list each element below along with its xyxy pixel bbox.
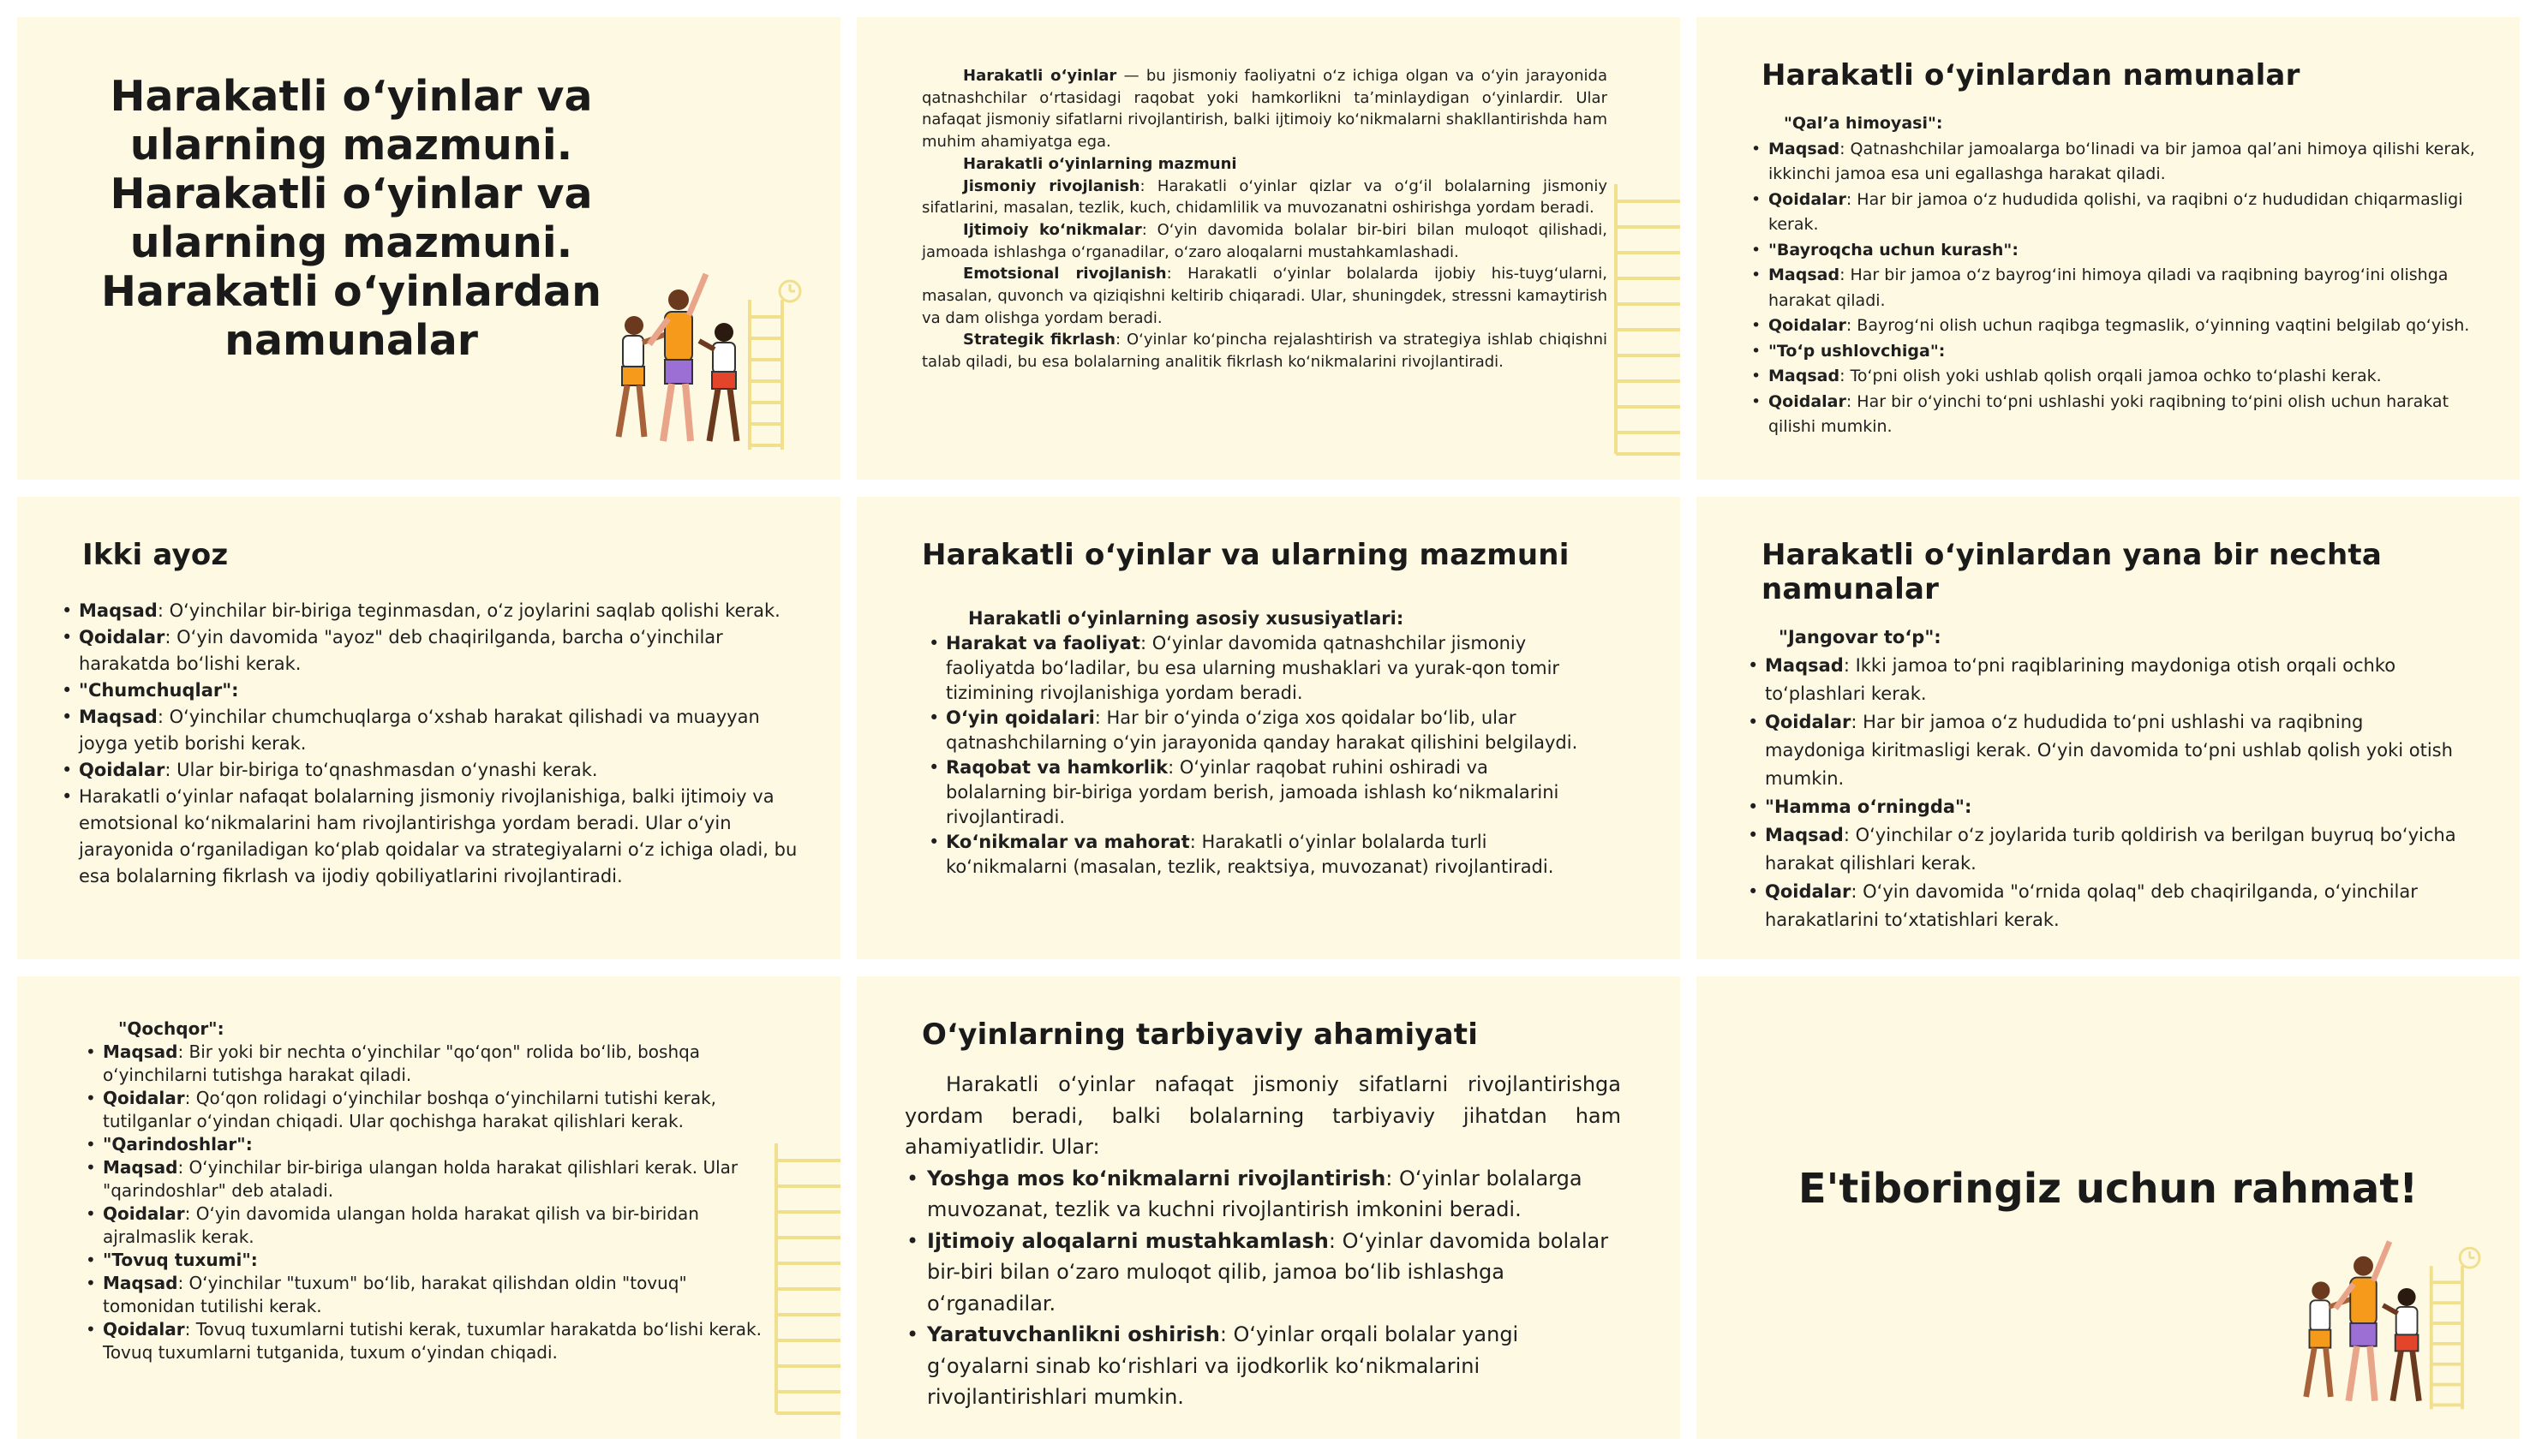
slide-title: Harakatli oʻyinlardan yana bir nechta namunalar <box>1761 538 2382 606</box>
person-right-icon <box>699 323 737 441</box>
wall-bars-icon <box>2431 1266 2462 1409</box>
list-item: • Maqsad: Har bir jamoa oʻz bayrogʻini himoya qiladi va raqibning bayrogʻini olishga harakat qiladi. <box>1749 263 2478 313</box>
list-item: • Qoidalar: Har bir jamoa oʻz hududida toʻpni ushlashi va raqibning maydoniga kiritmasligi kerak. Oʻyin davomida toʻpni ushlab qolish yoki otish mumkin. <box>1746 708 2466 793</box>
list-item: "Qochqor": <box>118 1018 224 1039</box>
clock-icon <box>2460 1248 2479 1268</box>
presentation-title: Harakatli oʻyinlar va ularning mazmuni. Harakatli oʻyinlar va ularning mazmuni. Harakatli oʻyinlardan namunalar <box>101 72 601 365</box>
list-item: • Harakatli oʻyinlar nafaqat bolalarning jismoniy rivojlanishiga, balki ijtimoiy va emotsional koʻnikmalarini ham rivojlantirishga yordam beradi. Ular oʻyin jarayonida oʻrganiladigan koʻplab qoidalar va strategiyalarni oʻz ichiga oladi, bu esa bolalarning fikrlash va ijodiy qobiliyatlarini rivojlantiradi. <box>60 784 805 890</box>
examples-list <box>1749 111 2478 440</box>
list-item: • "Qarindoshlar": <box>84 1133 769 1156</box>
wall-bars-icon <box>771 1135 840 1417</box>
list-item: • Qoidalar: Har bir oʻyinchi toʻpni ushlashi yoki raqibning toʻpini olish uchun harakat qilishi mumkin. <box>1749 390 2478 440</box>
slide-title: Harakatli oʻyinlardan namunalar <box>1761 58 2300 92</box>
list-item: • Maqsad: Toʻpni olish yoki ushlab qolish orqali jamoa ochko toʻplashi kerak. <box>1749 364 2478 390</box>
slide-2-definition <box>857 17 1680 480</box>
list-item: • Yoshga mos koʻnikmalarni rivojlantirish: Oʻyinlar bolalarga muvozanat, tezlik va kuchni rivojlantirish imkonini beradi. <box>905 1163 1621 1226</box>
list-item: • Qoidalar: Oʻyin davomida ulangan holda harakat qilish va bir-biridan ajralmaslik kerak. <box>84 1202 769 1249</box>
exercise-illustration <box>600 266 814 454</box>
wall-bars-icon <box>1611 176 1680 458</box>
slide-title: Oʻyinlarning tarbiyaviy ahamiyati <box>922 1017 1479 1052</box>
slide-1-title <box>17 17 840 480</box>
list-item: "Qalʼa himoyasi": <box>1784 114 1943 133</box>
slide-3-examples <box>1696 17 2520 480</box>
slide-title: Harakatli oʻyinlar va ularning mazmuni <box>922 538 1570 572</box>
paragraph: Jismoniy rivojlanish: Harakatli oʻyinlar qizlar va oʻgʻil bolalarning jismoniy sifatlarini, masalan, tezlik, kuch, chidamlilik va muvozanatni oshirishga yordam beradi. <box>922 176 1607 218</box>
clock-icon <box>780 281 800 301</box>
thank-you-text: E'tiboringiz uchun rahmat! <box>1797 1165 2419 1213</box>
paragraph: Ijtimoiy koʻnikmalar: Oʻyin davomida bolalar bir-biri bilan muloqot qilishadi, jamoada ishlashga oʻrganadilar, oʻzaro aloqalarni mustahkamlashadi. <box>922 220 1607 261</box>
list-item: • Harakat va faoliyat: Oʻyinlar davomida qatnashchilar jismoniy faoliyatda boʻladilar, bu esa ularning mushaklari va yurak-qon tomir tizimining rivojlanishiga yordam beradi. <box>927 631 1587 706</box>
list-item: "Jangovar toʻp": <box>1779 627 1941 647</box>
slide-5-features <box>857 497 1680 959</box>
list-item: • Qoidalar: Ular bir-biriga toʻqnashmasdan oʻynashi kerak. <box>60 757 805 784</box>
slide-8-educational-value <box>857 976 1680 1439</box>
list-item: • "Chumchuqlar": <box>60 677 805 704</box>
list-item: • Qoidalar: Har bir jamoa oʻz hududida qolishi, va raqibni oʻz hududidan chiqarmasligi kerak. <box>1749 188 2478 238</box>
games-list <box>84 1017 769 1364</box>
list-item: • "Hamma oʻrningda": <box>1746 793 2466 821</box>
paragraph: Emotsional rivojlanish: Harakatli oʻyinlar bolalarda ijobiy his-tuygʻularni, masalan, quvonch va qiziqishni keltirib chiqaradi. Ular, shuningdek, stressni kamaytirish va dam olishga yordam beradi. <box>922 265 1607 327</box>
list-item: Harakatli oʻyinlarning asosiy xususiyatlari: <box>968 608 1404 629</box>
list-item: • Maqsad: Bir yoki bir nechta oʻyinchilar "qoʻqon" rolida boʻlib, boshqa oʻyinchilarni tutishga harakat qiladi. <box>84 1041 769 1087</box>
list-item: • Maqsad: Oʻyinchilar chumchuqlarga oʻxshab harakat qilishadi va muayyan joyga yetib borishi kerak. <box>60 704 805 757</box>
slide-9-thanks <box>1696 976 2520 1439</box>
list-item: • Maqsad: Oʻyinchilar "tuxum" boʻlib, harakat qilishdan oldin "tovuq" tomonidan tutilishi kerak. <box>84 1272 769 1318</box>
list-item: • Qoidalar: Tovuq tuxumlarni tutishi kerak, tuxumlar harakatda boʻlishi kerak. Tovuq tuxumlarni tutganida, tuxum oʻyindan chiqadi. <box>84 1318 769 1364</box>
paragraph: Harakatli oʻyinlar — bu jismoniy faoliyatni oʻz ichiga olgan va oʻyin jarayonida qatnashchilar oʻrtasidagi raqobat yoki hamkorlikni taʼminlaydigan oʻyinlardir. Ular nafaqat jismoniy sifatlarni rivojlantirish, balki ijtimoiy koʻnikmalarni shakllantirishda ham muhim ahamiyatga ega. <box>922 67 1607 152</box>
list-item: • Qoidalar: Qoʻqon rolidagi oʻyinchilar boshqa oʻyinchilarni tutishi kerak, tutilganlar oʻyindan chiqadi. Ular qochishga harakat qilishlari kerak. <box>84 1087 769 1133</box>
list-item: • Oʻyin qoidalari: Har bir oʻyinda oʻziga xos qoidalar boʻlib, ular qatnashchilarning oʻyin jarayonida qanday harakat qilishini belgilaydi. <box>927 706 1587 755</box>
intro-paragraph: Harakatli oʻyinlar nafaqat jismoniy sifatlarni rivojlantirishga yordam beradi, balki bolalarning tarbiyaviy jihatdan ham ahamiyatlidir. Ular: <box>905 1072 1621 1159</box>
exercise-illustration <box>2288 1233 2493 1413</box>
list-item: • Maqsad: Oʻyinchilar bir-biriga teginmasdan, oʻz joylarini saqlab qolishi kerak. <box>60 598 805 624</box>
list-item: • "Tovuq tuxumi": <box>84 1249 769 1272</box>
definition-text <box>922 65 1607 373</box>
list-item: • Yaratuvchanlikni oshirish: Oʻyinlar orqali bolalar yangi gʻoyalarni sinab koʻrishlari va ijodkorlik koʻnikmalarini rivojlantirishlari mumkin. <box>905 1319 1621 1413</box>
slide-6-more-examples <box>1696 497 2520 959</box>
list-item: • Maqsad: Qatnashchilar jamoalarga boʻlinadi va bir jamoa qalʼani himoya qilishi kerak, ikkinchi jamoa esa uni egallashga harakat qiladi. <box>1749 137 2478 188</box>
list-item: • Raqobat va hamkorlik: Oʻyinlar raqobat ruhini oshiradi va bolalarning bir-biriga yordam berish, jamoada ishlash koʻnikmalarini rivojlantiradi. <box>927 755 1587 830</box>
list-item: • Ijtimoiy aloqalarni mustahkamlash: Oʻyinlar davomida bolalar bir-biri bilan oʻzaro muloqot qilib, jamoa boʻlib ishlashga oʻrganadilar. <box>905 1226 1621 1320</box>
examples-list <box>1746 624 2466 934</box>
list-item: • Maqsad: Oʻyinchilar bir-biriga ulangan holda harakat qilishlari kerak. Ular "qarindoshlar" deb ataladi. <box>84 1156 769 1202</box>
rules-list <box>60 598 805 890</box>
features-list <box>927 606 1587 880</box>
slide-4-ikki-ayoz <box>17 497 840 959</box>
list-item: • Maqsad: Oʻyinchilar oʻz joylarida turib qoldirish va berilgan buyruq boʻyicha harakat qilishlari kerak. <box>1746 821 2466 878</box>
list-item: • Qoidalar: Bayrogʻni olish uchun raqibga tegmaslik, oʻyinning vaqtini belgilab qoʻyish. <box>1749 313 2478 339</box>
list-item: • "Bayroqcha uchun kurash": <box>1749 238 2478 264</box>
paragraph: Strategik fikrlash: Oʻyinlar koʻpincha rejalashtirish va strategiya ishlab chiqishni talab qiladi, bu esa bolalarning analitik fikrlash koʻnikmalarini rivojlantiradi. <box>922 331 1608 372</box>
benefits-list <box>905 1163 1621 1413</box>
slide-title: Ikki ayoz <box>82 538 229 572</box>
list-item: • Koʻnikmalar va mahorat: Harakatli oʻyinlar bolalarda turli koʻnikmalarni (masalan, tezlik, reaktsiya, muvozanat) rivojlantiradi. <box>927 830 1587 880</box>
list-item: • Maqsad: Ikki jamoa toʻpni raqiblarining maydoniga otish orqali ochko toʻplashlari kerak. <box>1746 652 2466 708</box>
paragraph: Harakatli oʻyinlarning mazmuni <box>963 154 1237 173</box>
list-item: • "Toʻp ushlovchiga": <box>1749 339 2478 365</box>
wall-bars-icon <box>750 300 782 450</box>
list-item: • Qoidalar: Oʻyin davomida "oʻrnida qolaq" deb chaqirilganda, oʻyinchilar harakatlarini toʻxtatishlari kerak. <box>1746 878 2466 934</box>
slide-7-games <box>17 976 840 1439</box>
educational-text <box>905 1069 1621 1413</box>
list-item: • Qoidalar: Oʻyin davomida "ayoz" deb chaqirilganda, barcha oʻyinchilar harakatda boʻlishi kerak. <box>60 624 805 677</box>
person-middle-icon <box>2336 1242 2389 1401</box>
person-middle-icon <box>649 274 706 441</box>
person-right-icon <box>2383 1288 2419 1401</box>
